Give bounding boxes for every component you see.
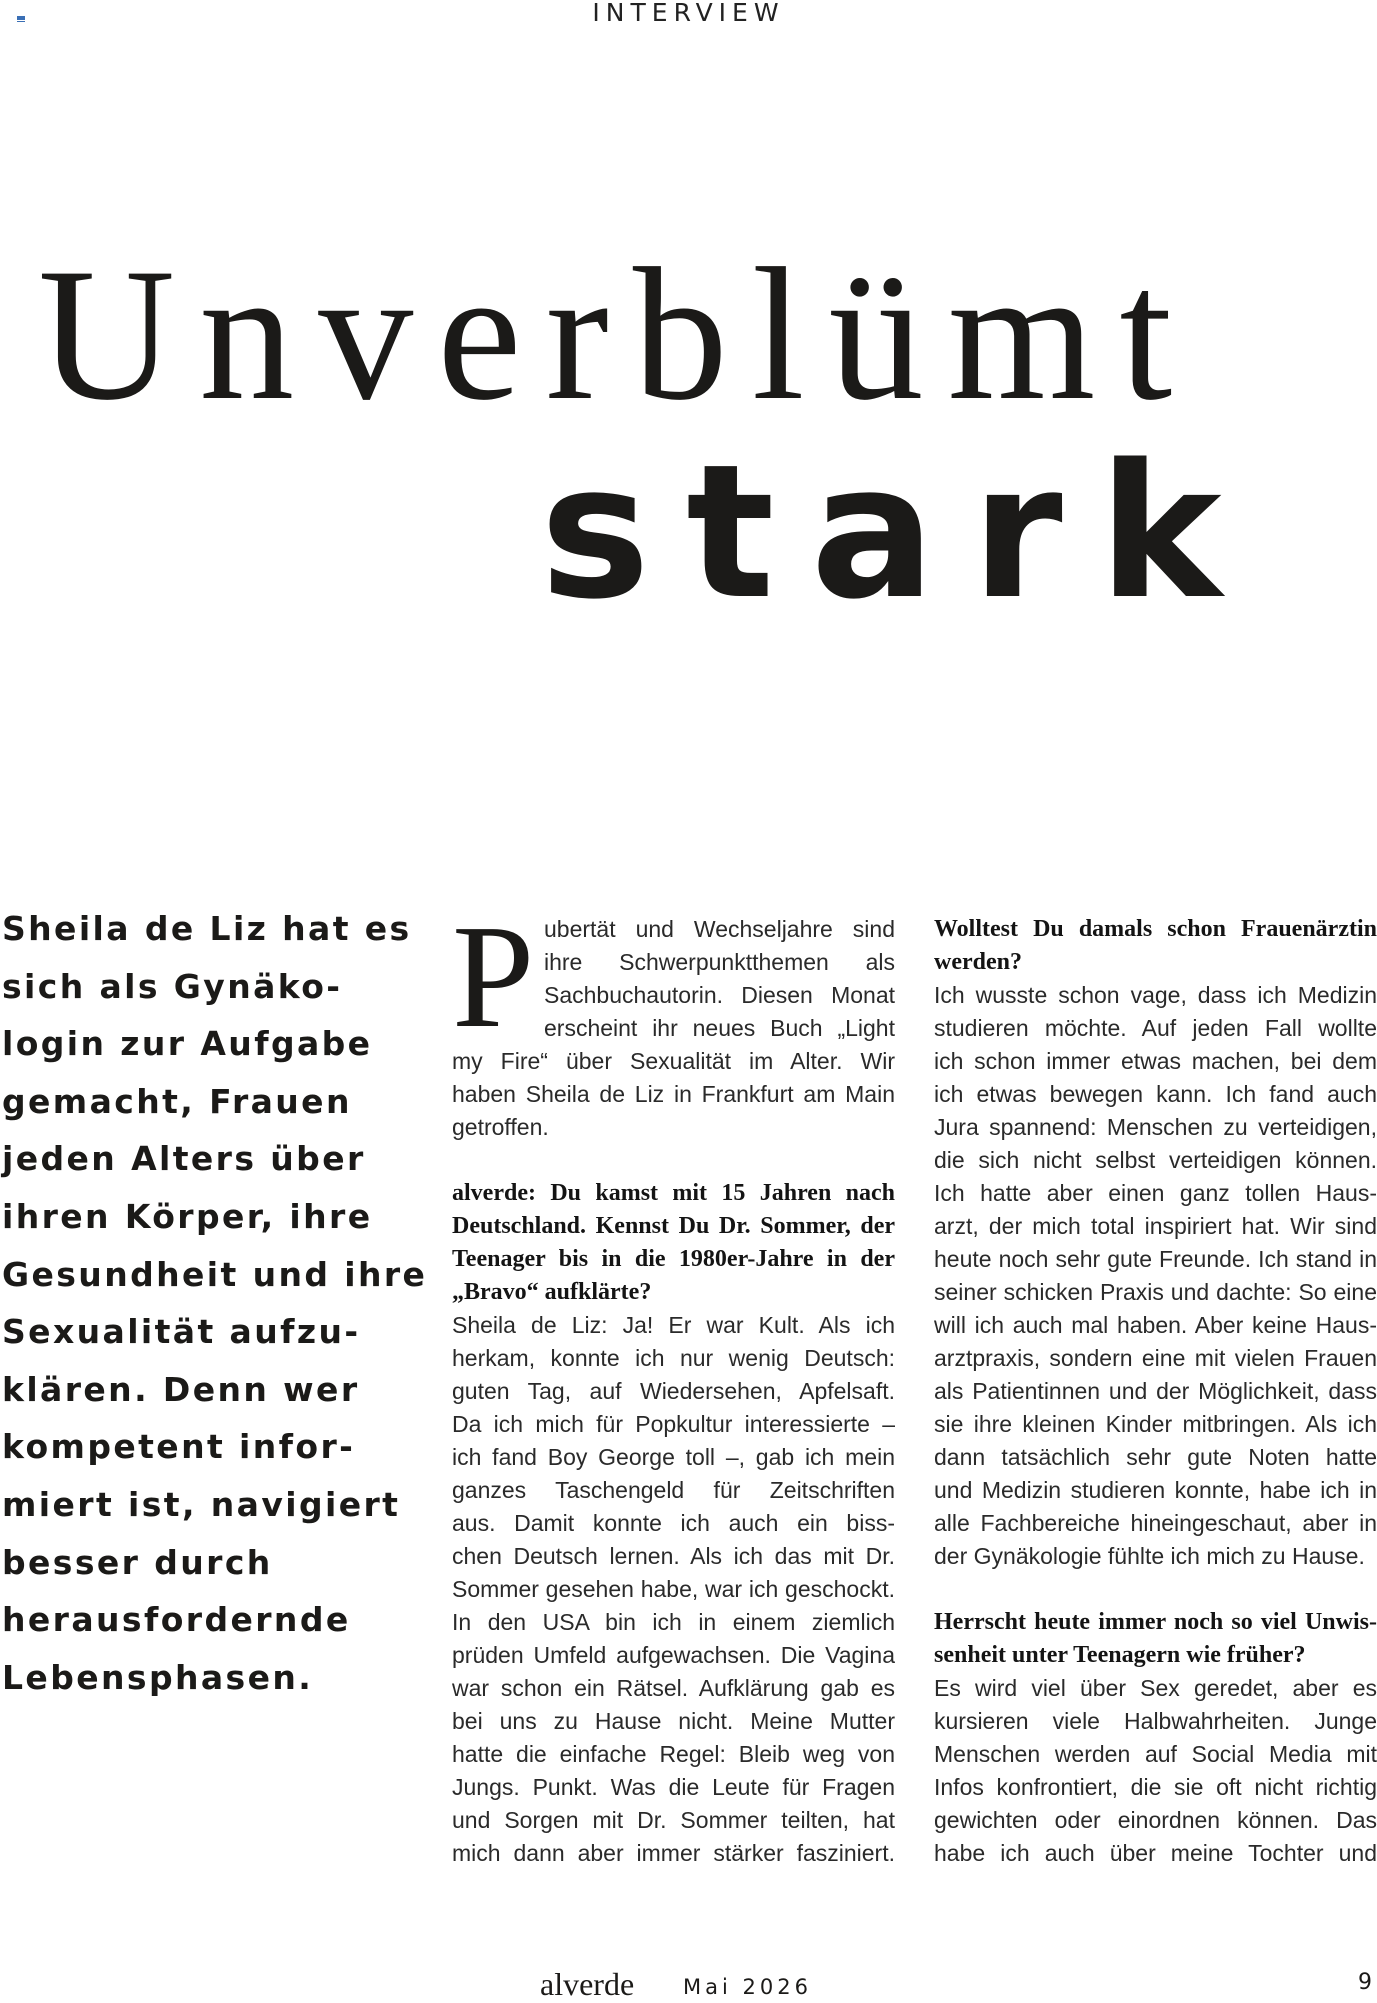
answer-line: Da ich mich für Popkultur interessierte –	[452, 1411, 895, 1437]
intro-line: ubertät und Wechseljahre sind	[544, 916, 895, 942]
answer-line: Es wird viel über Sex geredet, aber es	[934, 1675, 1377, 1701]
answer-line: mich dann aber immer stärker fasziniert.	[452, 1840, 895, 1866]
answer-line: Sheila de Liz: Ja! Er war Kult. Als ich	[452, 1312, 895, 1338]
answer-line: sie ihre kleinen Kinder mitbringen. Als ich	[934, 1411, 1377, 1437]
answer-line: guten Tag, auf Wiedersehen, Apfelsaft.	[452, 1378, 895, 1404]
question-line: Wolltest Du damals schon Frauenärztin	[934, 916, 1377, 942]
question-line: Teenager bis in die 1980er-Jahre in der	[452, 1246, 895, 1272]
answer-line: hatte die einfache Regel: Bleib weg von	[452, 1741, 895, 1767]
answer-line: Ich wusste schon vage, dass ich Medizin	[934, 982, 1377, 1008]
answer-line: Infos konfrontiert, die sie oft nicht richtig	[934, 1774, 1377, 1800]
answer-line: habe ich auch über meine Tochter und	[934, 1840, 1377, 1866]
headline-line-2: stark	[540, 424, 1258, 640]
answer-line: als Patientinnen und der Möglichkeit, dass	[934, 1378, 1377, 1404]
interview-answer-1	[452, 1309, 895, 1870]
question-line: „Bravo“ aufklärte?	[452, 1279, 652, 1305]
lead-line: klären. Denn wer	[2, 1369, 360, 1409]
intro-line: Sachbuchautorin. Diesen Monat	[544, 982, 895, 1008]
lead-line: Sexualität aufzu-	[2, 1312, 361, 1352]
lead-paragraph	[2, 900, 428, 1706]
answer-line: kursieren viele Halbwahrheiten. Junge	[934, 1708, 1377, 1734]
answer-line: will ich auch mal haben. Aber keine Haus-	[934, 1312, 1377, 1338]
answer-line: alle Fachbereiche hineingeschaut, aber in	[934, 1510, 1377, 1536]
lead-line: gemacht, Frauen	[2, 1081, 352, 1121]
lead-line: besser durch	[2, 1542, 273, 1582]
answer-line: arzt, der mich total inspiriert hat. Wir sind	[934, 1213, 1377, 1239]
interview-question-3	[934, 1606, 1377, 1672]
answer-line: und Sorgen mit Dr. Sommer teilten, hat	[452, 1807, 895, 1833]
answer-line: arztpraxis, sondern eine mit vielen Frauen	[934, 1345, 1377, 1371]
drop-cap: P	[452, 895, 535, 1059]
intro-line: getroffen.	[452, 1114, 549, 1140]
interview-question-1	[452, 1177, 895, 1309]
answer-line: die sich nicht selbst verteidigen können.	[934, 1147, 1377, 1173]
answer-line: herkam, konnte ich nur wenig Deutsch:	[452, 1345, 895, 1371]
intro-line: my Fire“ über Sexualität im Alter. Wir	[452, 1048, 895, 1074]
question-line: Herrscht heute immer noch so viel Unwis-	[934, 1609, 1377, 1635]
question-line: senheit unter Teenagern wie früher?	[934, 1642, 1306, 1668]
answer-line: dann tatsächlich sehr gute Noten hatte	[934, 1444, 1377, 1470]
interview-question-2	[934, 913, 1377, 979]
answer-line: Ich hatte aber einen ganz tollen Haus-	[934, 1180, 1377, 1206]
question-line: Deutschland. Kennst Du Dr. Sommer, der	[452, 1213, 895, 1239]
answer-line: studieren möchte. Auf jeden Fall wollte	[934, 1015, 1377, 1041]
answer-line: Jungs. Punkt. Was die Leute für Fragen	[452, 1774, 895, 1800]
section-label: INTERVIEW	[592, 0, 785, 27]
lead-line: Lebensphasen.	[2, 1657, 314, 1697]
lead-line: herausfordernde	[2, 1600, 351, 1640]
answer-line: chen Deutsch lernen. Als ich das mit Dr.	[452, 1543, 895, 1569]
article-column-right	[934, 913, 1377, 1870]
answer-line: bei uns zu Hause nicht. Meine Mutter	[452, 1708, 895, 1734]
answer-line: der Gynäkologie fühlte ich mich zu Hause.	[934, 1543, 1365, 1569]
answer-line: ganzes Taschengeld für Zeitschriften	[452, 1477, 895, 1503]
answer-line: Jura spannend: Menschen zu verteidigen,	[934, 1114, 1377, 1140]
interview-answer-2	[934, 979, 1377, 1573]
footer-brand-logo: alverde	[540, 1966, 635, 2002]
lead-line: ihren Körper, ihre	[2, 1196, 373, 1236]
answer-line: seiner schicken Praxis und dachte: So eine	[934, 1279, 1377, 1305]
lead-line: kompetent infor-	[2, 1427, 356, 1467]
lead-line: miert ist, navigiert	[2, 1484, 401, 1524]
answer-line: In den USA bin ich in einem ziemlich	[452, 1609, 895, 1635]
answer-line: ich etwas bewegen kann. Ich fand auch	[934, 1081, 1377, 1107]
answer-line: heute noch sehr gute Freunde. Ich stand in	[934, 1246, 1377, 1272]
interview-answer-3	[934, 1672, 1377, 1870]
answer-line: ich schon immer etwas machen, bei dem	[934, 1048, 1377, 1074]
footer-issue-date: Mai 2026	[683, 1975, 812, 1999]
answer-line: Sommer gesehen habe, war ich geschockt.	[452, 1576, 895, 1602]
answer-line: aus. Damit konnte ich auch ein biss-	[452, 1510, 895, 1536]
lead-line: jeden Alters über	[2, 1139, 366, 1179]
answer-line: Menschen werden auf Social Media mit	[934, 1741, 1377, 1767]
lead-line: Sheila de Liz hat es	[2, 909, 412, 948]
intro-line: ihre Schwerpunktthemen als	[544, 949, 895, 975]
intro-line: haben Sheila de Liz in Frankfurt am Main	[452, 1081, 895, 1107]
headline-line-1: Unverblümt	[38, 230, 1197, 440]
question-line: alverde: Du kamst mit 15 Jahren nach	[452, 1180, 895, 1206]
question-line: werden?	[934, 949, 1022, 975]
answer-line: gewichten oder einordnen können. Das	[934, 1807, 1377, 1833]
lead-line: Gesundheit und ihre	[2, 1254, 428, 1294]
intro-line: erscheint ihr neues Buch „Light	[544, 1015, 895, 1041]
lead-line: login zur Aufgabe	[2, 1024, 373, 1064]
answer-line: prüden Umfeld aufgewachsen. Die Vagina	[452, 1642, 895, 1668]
article-column-middle	[452, 895, 895, 1870]
answer-line: ich fand Boy George toll –, gab ich mein	[452, 1444, 895, 1470]
lead-line: sich als Gynäko-	[2, 966, 343, 1006]
answer-line: und Medizin studieren konnte, habe ich in	[934, 1477, 1377, 1503]
answer-line: war schon ein Rätsel. Aufklärung gab es	[452, 1675, 895, 1701]
page-number: 9	[1358, 1970, 1372, 1995]
